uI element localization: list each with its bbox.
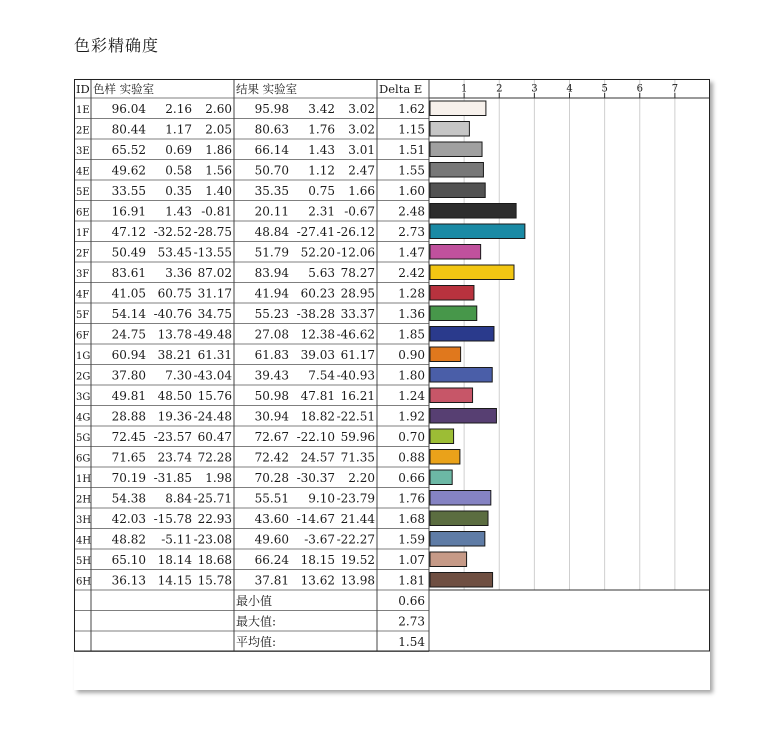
row-id: 5F: [76, 310, 90, 321]
sample-lab-value: 65.10: [111, 553, 146, 567]
result-lab-value: 33.37: [340, 307, 375, 321]
sample-lab-value: 83.61: [111, 266, 146, 280]
delta-e-bar: [430, 532, 485, 547]
sample-lab-value: 71.65: [111, 450, 146, 465]
sample-lab-value: 1.98: [205, 471, 232, 485]
result-lab-value: 80.63: [254, 122, 289, 137]
delta-e-bar: [430, 265, 514, 280]
result-lab-value: -22.27: [336, 532, 375, 547]
sample-lab-value: -5.11: [161, 532, 192, 547]
delta-e-bar: [430, 142, 482, 157]
row-id: 5H: [76, 556, 92, 567]
tick-label: 5: [601, 83, 608, 95]
summary-label: 最大值:: [236, 614, 277, 629]
table-row: [76, 552, 467, 567]
delta-e-value: 1.55: [398, 163, 425, 178]
sample-lab-value: 38.21: [157, 348, 192, 362]
sample-lab-value: 54.38: [111, 491, 146, 506]
delta-e-value: 1.07: [398, 553, 425, 567]
result-lab-value: 55.23: [254, 307, 289, 321]
row-id: 6G: [76, 453, 91, 465]
sample-lab-value: 8.84: [165, 491, 192, 506]
delta-e-bar: [430, 224, 525, 239]
sample-lab-value: -40.76: [153, 307, 192, 321]
result-lab-value: 27.08: [254, 327, 289, 342]
result-lab-value: 55.51: [254, 491, 289, 506]
delta-e-value: 2.48: [398, 204, 425, 219]
result-lab-value: 52.20: [300, 245, 335, 260]
row-id: 1E: [76, 105, 90, 116]
header-id: ID: [76, 82, 90, 96]
sample-lab-value: 23.74: [157, 450, 192, 465]
row-id: 2H: [76, 494, 92, 506]
result-lab-value: 2.47: [348, 163, 375, 178]
table-row: [76, 327, 494, 342]
row-id: 5G: [76, 433, 91, 444]
result-lab-value: 3.42: [308, 102, 335, 116]
sample-lab-value: 72.45: [111, 430, 146, 444]
table-row: [76, 532, 485, 547]
delta-e-bar: [430, 286, 474, 301]
sample-lab-value: 1.40: [205, 184, 232, 198]
result-lab-value: 3.02: [348, 122, 375, 137]
result-lab-value: 18.15: [300, 553, 335, 567]
sample-lab-value: 1.17: [165, 122, 192, 137]
sample-lab-value: 60.75: [157, 286, 192, 301]
delta-e-bar: [430, 183, 485, 198]
sample-lab-value: 14.15: [157, 573, 192, 588]
tick-label: 1: [460, 83, 468, 95]
sample-lab-value: -24.48: [193, 409, 232, 424]
sample-lab-value: 60.94: [111, 348, 146, 362]
delta-e-value: 2.73: [398, 225, 425, 239]
result-lab-value: -38.28: [296, 307, 335, 321]
table-row: [76, 450, 460, 465]
sample-lab-value: 65.52: [111, 143, 146, 157]
result-lab-value: 1.43: [308, 143, 335, 157]
delta-e-bar: [430, 470, 452, 485]
result-lab-value: 19.52: [340, 553, 375, 567]
delta-e-bar: [430, 306, 477, 321]
result-lab-value: 39.43: [254, 368, 289, 383]
delta-e-value: 1.80: [398, 368, 425, 383]
sample-lab-value: 60.47: [197, 430, 232, 444]
sample-lab-value: 48.82: [111, 532, 146, 547]
delta-e-value: 0.88: [398, 450, 425, 465]
result-lab-value: 39.03: [300, 348, 335, 362]
sample-lab-value: 61.31: [197, 348, 232, 362]
table-row: [76, 245, 481, 260]
result-lab-value: 18.82: [300, 409, 335, 424]
delta-e-value: 1.92: [398, 409, 425, 424]
delta-e-value: 1.85: [398, 327, 425, 342]
result-lab-value: 2.20: [348, 471, 375, 485]
sample-lab-value: 13.78: [157, 327, 192, 342]
result-lab-value: -30.37: [296, 471, 335, 485]
result-lab-value: 66.24: [254, 553, 289, 567]
sample-lab-value: 49.81: [111, 389, 146, 403]
delta-e-bar: [430, 204, 516, 219]
sample-lab-value: 50.49: [111, 245, 146, 260]
sample-lab-value: 15.78: [197, 573, 232, 588]
result-lab-value: 59.96: [340, 430, 375, 444]
result-lab-value: -3.67: [304, 532, 335, 547]
tick-label: 2: [496, 83, 503, 95]
result-lab-value: -22.10: [296, 430, 335, 444]
tick-label: 7: [671, 83, 679, 95]
result-lab-value: -0.67: [344, 204, 375, 219]
sample-lab-value: 41.05: [111, 286, 146, 301]
sample-lab-value: -23.57: [153, 430, 192, 444]
sample-lab-value: 42.03: [111, 512, 146, 526]
delta-e-value: 1.51: [398, 143, 425, 157]
sample-lab-value: 49.62: [111, 163, 146, 178]
table-row: [76, 306, 477, 321]
result-lab-value: -46.62: [336, 327, 375, 342]
result-lab-value: 28.95: [340, 286, 375, 301]
header-delta-e: Delta E: [379, 82, 423, 96]
result-lab-value: 5.63: [308, 266, 335, 280]
row-id: 1H: [76, 474, 92, 485]
sample-lab-value: 18.14: [157, 553, 192, 567]
result-lab-value: 21.44: [340, 512, 375, 526]
result-lab-value: 61.17: [340, 348, 375, 362]
result-lab-value: 37.81: [254, 573, 289, 588]
table-row: [76, 122, 469, 137]
sample-lab-value: 1.56: [205, 163, 232, 178]
delta-e-bar: [430, 245, 481, 260]
result-lab-value: 61.83: [254, 348, 289, 362]
delta-e-bar: [430, 552, 467, 567]
delta-e-bar: [430, 101, 486, 116]
sample-lab-value: -25.71: [193, 491, 232, 506]
result-lab-value: 24.57: [300, 450, 335, 465]
result-lab-value: 3.02: [348, 102, 375, 116]
result-lab-value: 20.11: [254, 204, 289, 219]
sample-lab-value: -0.81: [201, 204, 232, 219]
result-lab-value: 78.27: [340, 266, 375, 280]
summary-value: 1.54: [398, 635, 425, 649]
sample-lab-value: 87.02: [197, 266, 232, 280]
chart-title: 色彩精确度: [74, 36, 160, 55]
result-lab-value: 3.01: [348, 143, 375, 157]
result-lab-value: 2.31: [308, 204, 335, 219]
row-id: 4G: [76, 412, 91, 424]
row-id: 1F: [76, 228, 90, 239]
delta-e-bar: [430, 122, 469, 137]
sample-lab-value: -49.48: [193, 327, 232, 342]
table-row: [76, 286, 474, 301]
result-lab-value: 7.54: [308, 368, 335, 383]
delta-e-value: 1.36: [398, 307, 425, 321]
sample-lab-value: 31.17: [197, 286, 232, 301]
result-lab-value: 9.10: [308, 491, 335, 506]
sample-lab-value: 2.16: [165, 102, 192, 116]
sample-lab-value: 1.86: [205, 143, 232, 157]
summary-value: 0.66: [398, 594, 425, 608]
sample-lab-value: 2.05: [205, 122, 232, 137]
result-lab-value: 12.38: [300, 327, 335, 342]
result-lab-value: 16.21: [340, 389, 375, 403]
tick-label: 3: [531, 83, 538, 95]
result-lab-value: 72.42: [254, 450, 289, 465]
sample-lab-value: 3.36: [165, 266, 192, 280]
result-lab-value: 48.84: [254, 225, 289, 239]
result-lab-value: -22.51: [336, 409, 375, 424]
delta-e-value: 1.68: [398, 512, 425, 526]
table-row: [76, 142, 482, 157]
header-sample-lab: 色样 实验室: [93, 82, 155, 96]
sample-lab-value: 54.14: [111, 307, 146, 321]
delta-e-value: 0.70: [398, 430, 425, 444]
sample-lab-value: -15.78: [153, 512, 192, 526]
result-lab-value: 70.28: [254, 471, 289, 485]
result-lab-value: 13.98: [340, 573, 375, 588]
result-lab-value: 13.62: [300, 573, 335, 588]
result-lab-value: 66.14: [254, 143, 289, 157]
result-lab-value: 71.35: [340, 450, 375, 465]
result-lab-value: 95.98: [254, 102, 289, 116]
delta-e-bar: [430, 368, 492, 383]
sample-lab-value: 96.04: [111, 102, 146, 116]
result-lab-value: 51.79: [254, 245, 289, 260]
delta-e-bar: [430, 573, 493, 588]
delta-e-value: 1.62: [398, 102, 425, 116]
delta-e-bar: [430, 409, 496, 424]
result-lab-value: 1.66: [348, 184, 375, 198]
delta-e-value: 1.15: [398, 122, 425, 137]
result-lab-value: -12.06: [336, 245, 375, 260]
table-row: [76, 224, 525, 239]
row-id: 6E: [76, 207, 90, 219]
row-id: 6F: [76, 330, 90, 342]
result-lab-value: 47.81: [300, 389, 335, 403]
delta-e-value: 1.24: [398, 389, 425, 403]
result-lab-value: -23.79: [336, 491, 375, 506]
row-id: 6H: [76, 576, 92, 588]
result-lab-value: 30.94: [254, 409, 289, 424]
table-row: [76, 573, 493, 588]
delta-e-value: 1.47: [398, 245, 425, 260]
sample-lab-value: 34.75: [197, 307, 232, 321]
sample-lab-value: 48.50: [157, 389, 192, 403]
delta-e-value: 0.90: [398, 348, 425, 362]
sample-lab-value: 15.76: [197, 389, 232, 403]
delta-e-value: 1.60: [398, 184, 425, 198]
delta-e-bar: [430, 327, 494, 342]
sample-lab-value: 28.88: [111, 409, 146, 424]
table-row: [76, 101, 486, 116]
row-id: 4F: [76, 289, 90, 301]
sample-lab-value: 70.19: [111, 471, 146, 485]
color-accuracy-report: [74, 79, 710, 690]
result-lab-value: 41.94: [254, 286, 289, 301]
sample-lab-value: 53.45: [157, 245, 192, 260]
sample-lab-value: 19.36: [157, 409, 192, 424]
result-lab-value: -27.41: [296, 225, 335, 239]
sample-lab-value: 0.69: [165, 143, 192, 157]
summary-label: 平均值:: [236, 635, 277, 649]
result-lab-value: 0.75: [308, 184, 335, 198]
result-lab-value: 50.70: [254, 163, 289, 178]
result-lab-value: 83.94: [254, 266, 289, 280]
sample-lab-value: 24.75: [111, 327, 146, 342]
sample-lab-value: -13.55: [193, 245, 232, 260]
summary-value: 2.73: [398, 614, 425, 629]
row-id: 3F: [76, 269, 90, 280]
delta-e-value: 1.81: [398, 573, 425, 588]
delta-e-value: 2.42: [398, 266, 425, 280]
table-row: [76, 163, 483, 178]
table-row: [76, 183, 485, 198]
sample-lab-value: -43.04: [193, 368, 232, 383]
row-id: 4E: [76, 166, 90, 178]
sample-lab-value: 47.12: [111, 225, 146, 239]
delta-e-bar: [430, 388, 473, 403]
row-id: 5E: [76, 187, 90, 198]
tick-label: 4: [566, 83, 573, 95]
result-lab-value: 49.60: [254, 532, 289, 547]
sample-lab-value: 0.58: [165, 163, 192, 178]
sample-lab-value: 22.93: [197, 512, 232, 526]
result-lab-value: 50.98: [254, 389, 289, 403]
color-accuracy-table: [74, 79, 710, 690]
delta-e-bar: [430, 163, 483, 178]
sample-lab-value: 16.91: [111, 204, 146, 219]
result-lab-value: 1.12: [308, 163, 335, 178]
delta-e-bar: [430, 450, 460, 465]
row-id: 3H: [76, 515, 92, 526]
sample-lab-value: 1.43: [165, 204, 192, 219]
summary-label: 最小值: [236, 594, 273, 608]
result-lab-value: 60.23: [300, 286, 335, 301]
row-id: 3E: [76, 146, 90, 157]
sample-lab-value: 80.44: [111, 122, 146, 137]
sample-lab-value: 2.60: [205, 102, 232, 116]
row-id: 2G: [76, 371, 91, 383]
sample-lab-value: -31.85: [153, 471, 192, 485]
table-row: [76, 368, 492, 383]
table-row: [76, 347, 461, 362]
result-lab-value: 72.67: [254, 430, 289, 444]
row-id: 1G: [76, 351, 91, 362]
delta-e-bar: [430, 347, 461, 362]
sample-lab-value: 72.28: [197, 450, 232, 465]
delta-e-bar: [430, 511, 488, 526]
result-lab-value: 35.35: [254, 184, 289, 198]
delta-e-bar: [430, 429, 454, 444]
tick-label: 6: [636, 83, 643, 95]
sample-lab-value: 18.68: [197, 553, 232, 567]
sample-lab-value: 0.35: [165, 184, 192, 198]
row-id: 2F: [76, 248, 90, 260]
result-lab-value: -26.12: [336, 225, 375, 239]
sample-lab-value: 7.30: [165, 368, 192, 383]
delta-e-value: 1.59: [398, 532, 425, 547]
sample-lab-value: 36.13: [111, 573, 146, 588]
result-lab-value: 1.76: [308, 122, 335, 137]
table-row: [76, 388, 473, 403]
delta-e-value: 1.76: [398, 491, 425, 506]
result-lab-value: -14.67: [296, 512, 335, 526]
result-lab-value: -40.93: [336, 368, 375, 383]
sample-lab-value: 37.80: [111, 368, 146, 383]
row-id: 3G: [76, 392, 91, 403]
delta-e-value: 1.28: [398, 286, 425, 301]
sample-lab-value: -28.75: [193, 225, 232, 239]
delta-e-value: 0.66: [398, 471, 425, 485]
delta-e-bar: [430, 491, 491, 506]
result-lab-value: 43.60: [254, 512, 289, 526]
table-row: [76, 409, 496, 424]
sample-lab-value: -23.08: [193, 532, 232, 547]
header-result-lab: 结果 实验室: [236, 82, 298, 96]
row-id: 2E: [76, 125, 90, 137]
row-id: 4H: [76, 535, 92, 547]
sample-lab-value: -32.52: [153, 225, 192, 239]
sample-lab-value: 33.55: [111, 184, 146, 198]
